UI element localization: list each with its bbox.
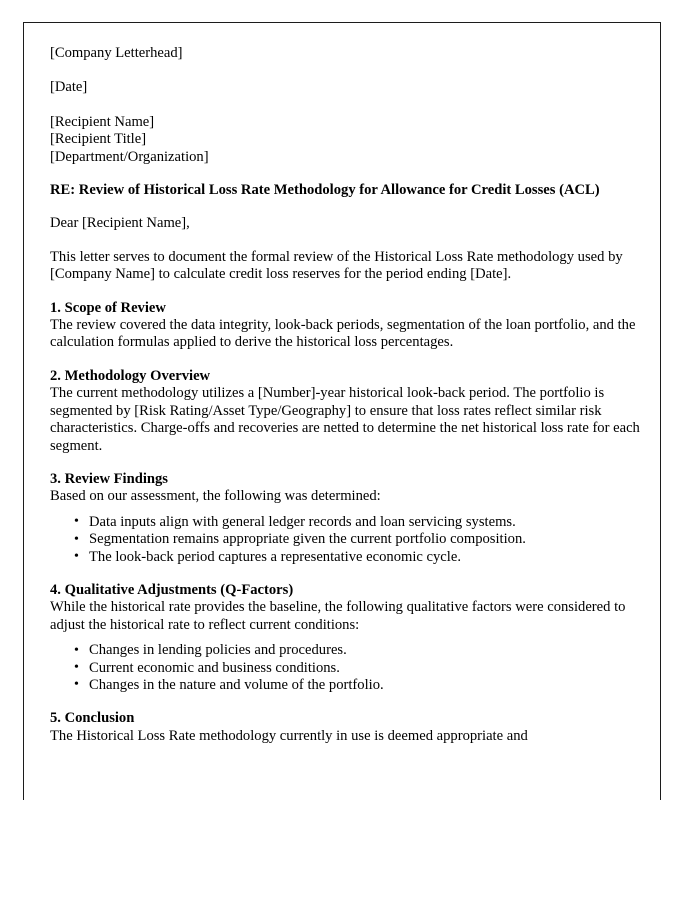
recipient-block xyxy=(50,114,652,166)
spacer xyxy=(50,694,652,710)
spacer xyxy=(50,62,652,79)
spacer xyxy=(50,566,652,582)
spacer xyxy=(50,455,652,471)
list-item: • The look-back period captures a representative economic cycle. xyxy=(50,549,652,566)
recipient-department: [Department/Organization] xyxy=(50,148,209,165)
letter-date: [Date] xyxy=(50,79,88,96)
section-body: The Historical Loss Rate methodology currently in use is deemed appropriate and xyxy=(50,727,528,744)
spacer xyxy=(50,233,652,249)
section-heading: 2. Methodology Overview xyxy=(50,367,211,384)
subject-line: RE: Review of Historical Loss Rate Methodology for Allowance for Credit Losses (ACL) xyxy=(50,182,600,199)
list-item: • Data inputs align with general ledger records and loan servicing systems. xyxy=(50,514,652,531)
section-body: While the historical rate provides the baseline, the following qualitative factors were considered to adjust the historical rate to reflect current conditions: xyxy=(50,599,626,633)
spacer xyxy=(50,352,652,368)
document-page xyxy=(23,22,661,800)
section-body: The review covered the data integrity, look-back periods, segmentation of the loan portfolio, and the calculation formulas applied to derive the historical loss percentages. xyxy=(50,317,636,351)
list-item: • Changes in the nature and volume of the portfolio. xyxy=(50,677,652,694)
recipient-name: [Recipient Name] xyxy=(50,113,155,130)
spacer xyxy=(50,166,652,182)
intro-paragraph: This letter serves to document the formal review of the Historical Loss Rate methodology used by [Company Name] to calculate credit loss reserves for the period ending [Date]. xyxy=(50,248,623,283)
section-heading: 3. Review Findings xyxy=(50,470,168,487)
spacer xyxy=(50,634,652,642)
recipient-title: [Recipient Title] xyxy=(50,131,147,148)
company-letterhead: [Company Letterhead] xyxy=(50,45,183,61)
findings-list xyxy=(50,514,652,566)
section-heading: 5. Conclusion xyxy=(50,710,135,727)
list-item: • Segmentation remains appropriate given the current portfolio composition. xyxy=(50,531,652,548)
section-body: The current methodology utilizes a [Number]-year historical look-back period. The portfolio is segmented by [Risk Rating/Asset Type/Geography] to ensure that loss rates reflect similar risk characteristics. Charge-offs and recoveries are netted to determine the net historical loss rate for each segment. xyxy=(50,385,640,454)
spacer xyxy=(50,506,652,514)
salutation: Dear [Recipient Name], xyxy=(50,215,190,232)
qfactors-list xyxy=(50,642,652,694)
spacer xyxy=(50,199,652,215)
spacer xyxy=(50,284,652,300)
section-heading: 4. Qualitative Adjustments (Q-Factors) xyxy=(50,581,294,598)
document-body xyxy=(50,45,652,745)
list-item: • Changes in lending policies and procedures. xyxy=(50,642,652,659)
section-body: Based on our assessment, the following was determined: xyxy=(50,488,381,505)
list-item: • Current economic and business conditions. xyxy=(50,660,652,677)
section-heading: 1. Scope of Review xyxy=(50,299,166,316)
spacer xyxy=(50,97,652,114)
